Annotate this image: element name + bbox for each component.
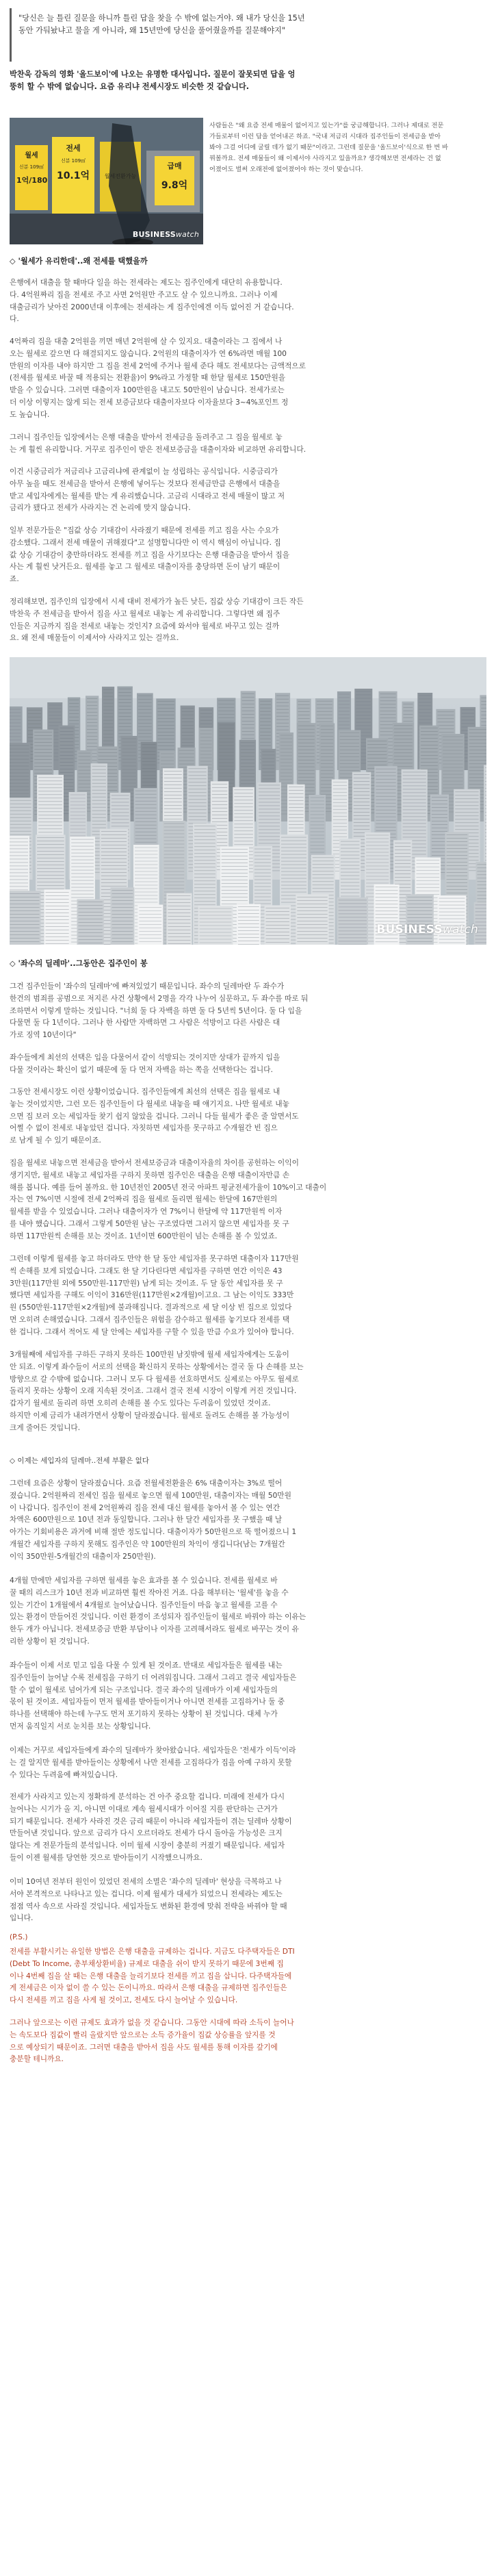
businesswatch-watermark [376,923,478,936]
paragraph-line: 으면 집 보러 오는 세입자들 찾기 쉽지 않았을 겁니다. 그러니 다들 월세가 좋은 줄 알면서도 [10,1111,299,1121]
paragraph-line: 그러니 집주인들 입장에서는 은행 대출을 받아서 전세금을 돌려주고 그 집을 월세로 놓 [10,433,283,442]
sign-sub: 신분 109㎡ [60,158,86,164]
paragraph-line: 꿔볼까요. 전세 매물들이 왜 이제서야 사라지고 있을까요? 생각해보면 전세라는 건 없 [209,155,441,162]
ps-note [10,1946,486,2006]
sign-middle-note [101,173,140,180]
note-line: 그러나 앞으로는 이런 규제도 효과가 없을 것 같습니다. 그동안 시대에 따라 소득이 늘어나 [10,2018,294,2027]
paragraph-7 [10,596,486,644]
paragraph-line: 집주인들이 늘어날 수록 전세집을 구하기 더 어려워집니다. 그래서 그리고 결국 세입자들은 [10,1672,297,1682]
paragraph-line: 면 오히려 손해였습니다. 그래서 집주인들은 위험을 감수하고 월세를 놓기보다 전세를 택 [10,1314,290,1324]
paragraph-line: 만들어낸 것입니다. 앞으로 금리가 다시 오르더라도 전세가 다시 돌아올 가능성은 크지 [10,1828,283,1838]
paragraph-line: 늘어나는 시기가 올 지, 아니면 이대로 계속 월세시대가 이어질 지를 판단하는 근거가 [10,1804,278,1813]
note-line: 전세를 부활시키는 유일한 방법은 은행 대출을 규제하는 겁니다. 지금도 다주택자들은 DTI [10,1947,295,1956]
paragraph-6 [10,524,486,585]
paragraph-line: 어졌어도 벌써 오래전에 없어졌어야 하는 것이 맞습니다. [209,166,363,173]
section-heading-2 [10,957,486,971]
note-line: 으로 예상되기 때문이죠. 그러면 대출을 받아서 집을 사도 월세를 통해 이자를 갚기에 [10,2042,278,2052]
paragraph-line: 는 걸 알지만 월세를 받아들이는 상황에서 나만 전세를 고집하다가 집을 아예 구하지 못할 [10,1757,292,1767]
paragraph-17 [10,1744,486,1781]
paragraph-line: 다물면 둘 다 1년이다. 그러나 한 사람만 자백하면 그 사람은 석방이고 다른 사람은 대 [10,1018,280,1028]
paragraph-line: 조하면서 이렇게 말하는 것입니다. "너희 둘 다 자백을 하면 둘 다 5년씩 5년이다. 둘 다 입을 [10,1006,302,1015]
paragraph-line: 개월간 세입자를 구하지 못해도 집주인은 약 100만원의 차익이 생깁니다(남는 7개월간 [10,1539,285,1548]
paragraph-line: 사람들은 "왜 요즘 전세 매물이 없어지고 있는가"를 궁금해합니다. 그러나 제대로 전문 [209,122,444,129]
paragraph-line: 놓는 것이었지만, 그런 모든 집주인들이 다 월세로 내놓을 때 얘기지요. 나만 월세로 내놓 [10,1099,289,1108]
paragraph-line: 전세가 사라지고 있는지 정확하게 분석하는 건 아주 중요할 겁니다. 미래에 전세가 다시 [10,1792,285,1801]
sign-note: 월세전환가능 [104,173,137,179]
paragraph-16 [10,1659,486,1733]
section-marker: ◇ [10,257,16,266]
paragraph-line: 봐야 그걸 어디에 굴릴 데가 없기 때문"이라고. 그런데 질문을 '올드보이'식으로 한 번 바 [209,144,448,151]
paragraph-line: 원 (550만원-117만원×2개월)에 불과해집니다. 결과적으로 세 달 이상 빈 집으로 있었다 [10,1303,292,1312]
paragraph-line: 해를 봅니다. 예를 들어 볼까요. 한 10년전인 2005년 전국 아파트 평균전세가율이 10%이고 대출이 [10,1182,327,1192]
note-line: 게 전세금은 이자 없이 쓸 수 있는 돈이니까요. 따라서 은행 대출을 규제하면 집주인들은 [10,1983,287,1993]
paragraph-line: 몫이 된 것이죠. 세입자들이 먼저 월세를 받아들이거나 아니면 전세를 고집하거나 둘 중 [10,1697,285,1707]
note-line: 이나 4번째 집을 살 때는 은행 대출을 늘리기보다 전세를 끼고 집을 삽니다. 다주택자들에 [10,1971,292,1980]
paragraph-line: 더 이상 이렇지는 않게 되는 전세 보증금보다 대출이자보다 이자율보다 3~4%포인트 정 [10,397,289,407]
paragraph-line: 이미 10여년 전부터 원인이 있었던 전세의 소멸은 '좌수의 딜레마' 현상을 극복하고 나 [10,1877,282,1886]
paragraph-line: 입니다. [10,1913,34,1923]
paragraph-line: 죠. [10,574,19,584]
paragraph-line: 다. [10,314,19,324]
apartment-block [77,900,104,945]
paragraph-line: 서야 본격적으로 나타나고 있는 겁니다. 이제 월세가 대세가 되었으니 전세라는 제도는 [10,1889,283,1898]
ps-label: (P.S.) [10,1933,28,1941]
paragraph-line: 그런데 이렇게 월세를 놓고 하더라도 만약 한 달 동안 세입자를 못구하면 대출이자 117만원 [10,1254,299,1263]
paragraph-3 [10,335,486,421]
note-line: (Debt To Income, 총부채상환비율) 규제로 대출을 쉬이 받지 못하기 때문에 3번째 집 [10,1959,284,1968]
paragraph-13 [10,1349,486,1434]
paragraph-line: 하면 117만원씩 손해를 보는 것이죠. 1년이면 600만원이 넘는 손해를 볼 수 있었죠. [10,1231,278,1240]
section-marker: ◇ [10,959,16,968]
paragraph-line: 점점 역사 속으로 사라질 것입니다. 세입자들도 변화된 환경에 맞춰 전략을 바꿔야 할 때 [10,1901,287,1911]
paragraph-line: 받고 세입자에게는 월세를 받는 게 유리했습니다. 고금리 시대라고 전세 매물이 많고 저 [10,491,285,500]
section-marker: ◇ [10,1457,16,1465]
paragraph-line: 좌수들에게 최선의 선택은 입을 다물어서 같이 석방되는 것이지만 상대가 끝까지 입을 [10,1053,280,1062]
sign-price: 1억/180 [16,176,48,185]
sign-price: 10.1억 [56,170,90,181]
apartment-block [406,894,434,945]
paragraph-line: 이 나갑니다. 집주인이 전세 2억원짜리 집을 전세 대신 월세를 놓아서 볼 수 있는 연간 [10,1503,280,1512]
paragraph-line: 집을 월세로 내놓으면 전세금을 받아서 전세보증금과 대출이자율의 차이를 공헌하는 이익이 [10,1158,299,1167]
paragraph-line: 안 되죠. 이렇게 좌수들이 서로의 선택을 확신하지 못하는 상황에서는 결국 둘 다 손해를 보는 [10,1362,304,1371]
note-line: 다시 전세를 끼고 집을 사게 될 것이고, 전세도 다시 늘어날 수 있습니다. [10,1995,238,2005]
paragraph-line: 않다는 게 전문가들의 분석입니다. 이미 월세 시장이 충분히 커졌기 때문입니다. 세입자 [10,1841,285,1850]
paragraph-line: 다. 4억원짜리 집을 전세로 주고 사면 2억원만 주고도 살 수 있으니까요. 그러나 이제 [10,290,278,299]
paragraph-line: 아가는 기회비용은 과거에 비해 절반 정도입니다. 대출이자가 50만원으로 뚝 떨어졌으니 1 [10,1527,297,1537]
paragraph-line: 할 수 없이 월세로 넘어가게 되는 구조입니다. 결국 좌수의 딜레마가 이제 세입자들의 [10,1685,278,1694]
paragraph-line: 그건 집주인들이 '좌수의 딜레마'에 빠져있었기 때문입니다. 좌수의 딜레마란 두 좌수가 [10,982,285,991]
paragraph-line: 를 내야 했습니다. 그래서 그렇게 50만원 남는 구조였다면 그러지 않으면 세입자를 못 구 [10,1219,289,1228]
apartment-block [111,887,135,945]
paragraph-line: 다물 것이라는 확신이 없기 때문에 둘 다 먼저 자백을 하는 쪽을 선택한다는 겁니다. [10,1064,273,1074]
paragraph-line: 가로 징역 10년이다" [10,1030,77,1040]
paragraph-line: 씩 손해를 보게 되었습니다. 그래도 한 달 기다린다면 세입자를 구하면 연간 이익은 43 [10,1266,283,1275]
paragraph-line: 은행에서 대출을 할 때마다 일을 하는 전세라는 제도는 집주인에게 대단히 유용합니다. [10,278,283,287]
paragraph-line: 차액은 600만원으로 10년 전과 동일합니다. 그러나 한 달간 세입자를 못 구했을 때 날 [10,1515,283,1525]
sign-sub: 신분 109㎡ [18,164,44,170]
paragraph-line: 3만원(117만원 외에 550만원-117만원) 남게 되는 것이죠. 두 달 동안 세입자를 못 구 [10,1278,283,1288]
lead-line: 뚱히 할 수 밖에 없습니다. 요즘 유리냐 전세시장도 비슷한 것 같습니다. [10,82,250,91]
paragraph-line: 3개월째에 세입자를 구하든 구하지 못하든 100만원 남짓밖에 월세 세입자에게는 도움이 [10,1350,289,1359]
paragraph-18 [10,1791,486,1864]
section-heading-3 [10,1454,486,1468]
paragraph-2 [10,277,486,325]
paragraph-1 [209,120,486,175]
paragraph-line: 그동안 전세시장도 이런 상황이었습니다. 집주인들에게 최선의 선택은 집을 월세로 내 [10,1087,280,1096]
closing-paragraph [10,2017,486,2065]
paragraph-4 [10,431,486,456]
paragraph-line: 있는 환경이 만들어진 것입니다. 이런 환경이 조성되자 집주인들이 월세로 바꿔야 하는 이유는 [10,1612,306,1622]
paragraph-line: 오는 월세로 갚으면 다 해결되지도 않습니다. 2억원의 대출이자가 연 6%라면 매월 100 [10,348,287,358]
paragraph-line: 한두 개가 아닙니다. 전세보증금 반환 부담이나 이자를 고려해서라도 월세로 바꾸는 것이 유 [10,1624,299,1634]
paragraph-line: 했다면 세입자를 구해도 이익이 316만원(117만원×2개월)이고요. 그 남는 이익도 333만 [10,1290,294,1300]
section-title: '월세가 유리한데'..왜 전세를 택했을까 [18,257,148,266]
watermark-brand: BUSINESS [376,923,443,936]
paragraph-line: 값 상승 기대감이 충만하더라도 전세를 끼고 집을 사기보다는 은행 대출금을 받아서 집을 [10,550,290,559]
sign-tag: 전세 [66,144,81,153]
paragraph-5 [10,466,486,514]
sign-left [16,149,47,186]
apartment-block [10,891,41,945]
paragraph-11 [10,1157,486,1242]
paragraph-line: 이제는 거꾸로 세입자들에게 좌수의 딜레마가 찾아왔습니다. 세입자들은 '전세가 이득'이라 [10,1746,296,1755]
paragraph-line: 이익 350만원-5개월간의 대출이자 250만원). [10,1551,156,1561]
paragraph-line: 들이 이젠 월세를 당연한 것으로 받아들이기 시작했으니까요. [10,1852,203,1862]
paragraph-line: (전세를 월세로 바꿀 때 적용되는 전환율)이 9%라고 가정할 때 한달 월세로 150만원을 [10,373,286,383]
paragraph-8 [10,980,486,1041]
paragraph-line: 한 겁니다. 그래서 적어도 세 달 안에는 세입자를 구할 수 있을 만큼 수요가 있어야 합니다. [10,1327,294,1336]
paragraph-line: 인들은 지금까지 집을 전세로 내놓는 것인지? 요즘에 와서야 월세로 바꾸고 있는 걸까 [10,621,280,630]
paragraph-line: 요. 왜 전세 매물들이 이제서야 사라지고 있는 걸까요. [10,633,179,643]
businesswatch-watermark [133,230,199,239]
sign-tag: 월세 [25,152,38,160]
apartment-skyline-illustration [10,657,486,945]
quote-line: "당신은 늘 틀린 질문을 하니까 틀린 답을 찾을 수 밖에 없는거야. 왜 내가 당신을 15년 [18,14,305,23]
paragraph-line: 자는 연 7%이면 시절에 전세 2억짜리 집을 월세로 돌리면 월세는 한달에 167만원의 [10,1195,278,1204]
watermark-brand-2: watch [442,923,478,936]
paragraph-line: 갑자기 월세로 돌리려 하면 오히려 손해를 볼 수도 있다는 두려움이 있었던 것이죠. [10,1399,271,1408]
paragraph-line: 대출금리가 낮아진 2000년대 이후에는 전세라는 게 집주인에겐 이득 없어진 거 같습니다. [10,302,294,311]
paragraph-line: 감소했다. 그래서 전세 매물이 귀해졌다"고 설명합니다만 이 역시 핵심이 아닙니다. 집 [10,537,281,547]
paragraph-line: 정리해보면, 집주인의 입장에서 시세 대비 전세가가 높든 낮든, 집값 상승 기대감이 크든 작든 [10,597,304,606]
paragraph-line: 금리가 됐다고 전세가 사라지는 건 논리에 맞지 않습니다. [10,503,191,513]
apartment-block [198,906,233,945]
apartment-block [438,895,467,945]
paragraph-line: 좌수들이 이제 서로 믿고 입을 다물 수 있게 된 것이죠. 반대로 세입자들은 월세를 내는 [10,1661,283,1670]
section-heading-1 [10,255,486,268]
paragraph-15 [10,1574,486,1648]
sign-middle [53,142,93,182]
paragraph-line: 하지만 이제 금리가 내려가면서 상황이 달라졌습니다. 월세로 돌려도 손해를 볼 가능성이 [10,1410,290,1420]
section-title: 이제는 세입자의 딜레마..전세 부활은 없다 [17,1457,149,1465]
paragraph-line: 하나를 선택해야 하는데 누구도 먼저 포기하지 못하는 상황이 된 것입니다. 대체 누가 [10,1709,278,1719]
paragraph-line: 아무 높을 때도 전세금을 받아서 은행에 넣어두는 것보다 전세금만큼 은행에서 대출을 [10,479,280,488]
paragraph-line: 꿀 때의 리스크가 10년 전과 비교하면 훨씬 작아진 거죠. 다음 해부터는 '월세'를 놓을 수 [10,1587,289,1597]
paragraph-line: 있는 기간이 1개월에서 4개월로 늘어났습니다. 집주인들이 마음 놓고 월세를 고를 수 [10,1600,278,1609]
quote-line: 동안 가둬놨냐고 물을 게 아니라, 왜 15년만에 당신을 풀어줬을까를 질문해야지" [18,25,285,35]
intro-quote [10,8,486,62]
paragraph-line: 생기지만, 월세로 내놓고 세입자를 구하지 못하면 집주인은 대출을 은행 대출이자만큼 손 [10,1170,290,1179]
paragraph-line: 가들로부터 이런 답을 얻어내곤 하죠. "국내 저금리 시대라 집주인들이 전세금을 받아 [209,133,441,140]
paragraph-line: 받을 수 있습니다. 그러면 대출이자 100만원을 내고도 50만원이 남습니다. 전세가로는 [10,385,285,395]
lead-line: 박찬욱 감독의 영화 '올드보이'에 나오는 유명한 대사입니다. 질문이 잘못되면 답을 엉 [10,70,296,79]
paragraph-line: 그런데 요즘은 상황이 달라졌습니다. 요즘 전월세전환율은 6% 대출이자는 3%로 떨어 [10,1479,283,1488]
paragraph-line: 로 남게 될 수 있기 때문이죠. [10,1136,101,1145]
watermark-brand-2: watch [175,230,199,239]
paragraph-line: 4억짜리 집을 대출 2억원을 끼면 매년 2억원에 살 수 있지요. 대출이라는 그 집에서 나 [10,337,283,346]
paragraph-line: 먼저 움직일지 서로 눈치를 보는 상황입니다. [10,1721,151,1731]
paragraph-line: 만원의 이자를 내야 하지만 그 집을 전세 2억에 주거나 월세 준다 해도 전세보다는 금액적으로 [10,361,306,370]
paragraph-12 [10,1253,486,1338]
paragraph-line: 돌리지 못하는 상황이 오래 지속된 것이죠. 그래서 결국 전세 시장이 이렇게 커진 것입니다. [10,1386,297,1396]
paragraph-line: 사는 게 훨씬 낫거든요. 월세를 놓고 그 월세로 대출이자를 충당하면 돈이 남기 때문이 [10,562,280,572]
sign-right [156,160,193,192]
paragraph-line: 4개월 만에만 세입자를 구하면 월세를 놓은 효과를 볼 수 있습니다. 전세를 월세로 바 [10,1576,278,1585]
paragraph-line: 되기 때문입니다. 전세가 사라진 것은 금리 때문이 아니라 세입자들이 겪는 딜레마 상황이 [10,1816,292,1826]
apartment-complex-photo [10,657,486,945]
paragraph-line: 어쩔 수 없이 전세로 내놓았던 겁니다. 자칫하면 세입자를 못구하고 수개월간 빈 집으 [10,1123,278,1133]
lead-paragraph [10,68,486,118]
note-line: 는 속도보다 집값이 빨리 올랐지만 앞으로는 소득 증가율이 집값 상승률을 앞지를 것 [10,2030,276,2039]
paragraph-line: 는 게 훨씬 유리합니다. 거꾸로 집주인이 받은 전세보증금을 대출이자와 비교하면 유리합니다. [10,444,306,454]
paragraph-line: 리한 상황이 된 것입니다. [10,1636,90,1646]
paragraph-line: 월세를 받을 수 있었습니다. 그러나 대출이자가 연 7%이니 한달에 약 117만원씩 이자 [10,1207,283,1216]
section-title: '좌수의 딜레마'..그동안은 집주인이 봉 [18,959,148,968]
apartment-block [296,894,328,945]
paragraph-line: 이건 시중금리가 저금리나 고금리냐에 관계없이 늘 성립하는 공식입니다. 시중금리가 [10,467,278,476]
watermark-brand: BUSINESS [132,230,176,239]
note-line: 충분할 테니까요. [10,2054,64,2064]
paragraph-line: 방향으로 갈 수밖에 없습니다. 그러니 모두 다 월세를 선호하면서도 실제로는 아무도 월세로 [10,1374,299,1383]
real-estate-sign-photo [10,118,203,244]
sign-tag: 급매 [167,162,182,170]
paragraph-19 [10,1876,486,1924]
paragraph-line: 한건의 범죄를 공범으로 저지른 사건 상황에서 2명을 각각 나누어 심문하고, 두 좌수를 따로 둬 [10,993,309,1003]
paragraph-line: 수 있다는 두려움에 빠져있습니다. [10,1770,118,1779]
apartment-block [44,889,70,945]
paragraph-line: 일부 전문가들은 "집값 상승 기대감이 사라졌기 때문에 전세를 끼고 집을 사는 수요가 [10,526,279,535]
paragraph-line: 박찬욱 주 전세금을 받아서 집을 사고 월세로 내놓는 게 유리합니다. 그렇다면 왜 집주 [10,609,280,618]
paragraph-line: 크게 줄어든 것입니다. [10,1423,81,1432]
paragraph-14 [10,1477,486,1563]
sign-price: 9.8억 [161,180,188,191]
paragraph-10 [10,1086,486,1147]
paragraph-line: 도 높습니다. [10,409,50,419]
paragraph-9 [10,1051,486,1076]
paragraph-line: 졌습니다. 2억원짜리 전세인 집을 월세로 놓으면 월세 100만원, 대출이자는 매월 50만원 [10,1490,291,1500]
